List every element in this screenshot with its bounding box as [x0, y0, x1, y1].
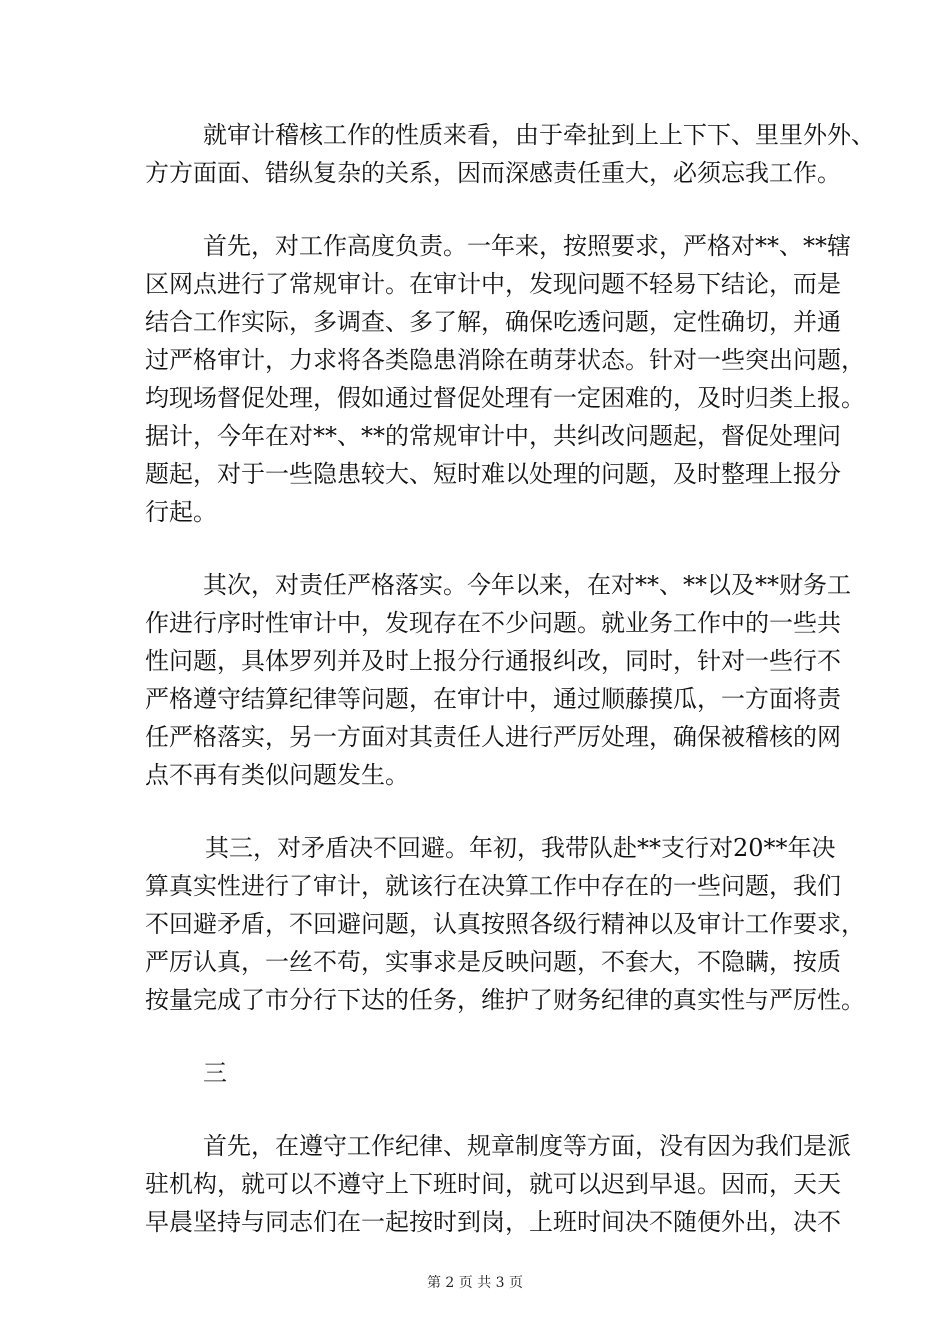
page-footer: 第 2 页 共 3 页 [426, 1275, 524, 1291]
paragraph-line: 作进行序时性审计中，发现存在不少问题。就业务工作中的一些共 [145, 609, 841, 637]
paragraph-line: 严格遵守结算纪律等问题，在审计中，通过顺藤摸瓜，一方面将责 [145, 685, 841, 713]
paragraph-line: 严厉认真，一丝不苟，实事求是反映问题，不套大，不隐瞒，按质 [145, 948, 841, 976]
paragraph-line: 首先，在遵守工作纪律、规章制度等方面，没有因为我们是派 [203, 1132, 851, 1160]
paragraph-line: 就审计稽核工作的性质来看，由于牵扯到上上下下、里里外外、 [203, 121, 875, 149]
document-body [145, 116, 875, 1241]
paragraph-line: 过严格审计，力求将各类隐患消除在萌芽状态。针对一些突出问题， [145, 346, 865, 374]
paragraph-6 [145, 1127, 851, 1241]
paragraph-3 [145, 566, 851, 794]
paragraph-line: 不回避矛盾，不回避问题，认真按照各级行精神以及审计工作要求， [145, 910, 865, 938]
paragraph-line: 结合工作实际，多调查、多了解，确保吃透问题，定性确切，并通 [145, 308, 841, 336]
paragraph-line: 算真实性进行了审计，就该行在决算工作中存在的一些问题，我们 [145, 872, 841, 900]
section-heading [145, 1054, 815, 1092]
paragraph-line: 性问题，具体罗列并及时上报分行通报纠改，同时，针对一些行不 [145, 647, 841, 675]
paragraph-4 [145, 829, 865, 1019]
paragraph-line: 区网点进行了常规审计。在审计中，发现问题不轻易下结论，而是 [145, 270, 841, 298]
paragraph-line: 行起。 [145, 498, 217, 526]
paragraph-line: 任严格落实，另一方面对其责任人进行严厉处理，确保被稽核的网 [145, 723, 841, 751]
paragraph-line: 按量完成了市分行下达的任务，维护了财务纪律的真实性与严厉性。 [145, 986, 865, 1014]
paragraph-line: 其次，对责任严格落实。今年以来，在对**、**以及**财务工 [203, 571, 851, 599]
paragraph-line: 均现场督促处理，假如通过督促处理有一定困难的，及时归类上报。 [145, 384, 865, 412]
paragraph-line: 据计，今年在对**、**的常规审计中，共纠改问题起，督促处理问 [145, 422, 841, 450]
paragraph-1 [145, 116, 875, 192]
paragraph-line: 题起，对于一些隐患较大、短时难以处理的问题，及时整理上报分 [145, 460, 841, 488]
paragraph-line: 点不再有类似问题发生。 [145, 761, 409, 789]
paragraph-line: 早晨坚持与同志们在一起按时到岗，上班时间决不随便外出，决不 [145, 1208, 841, 1236]
paragraph-line: 驻机构，就可以不遵守上下班时间，就可以迟到早退。因而，天天 [145, 1170, 841, 1198]
paragraph-line: 方方面面、错纵复杂的关系，因而深感责任重大，必须忘我工作。 [145, 159, 841, 187]
paragraph-line: 首先，对工作高度负责。一年来，按照要求，严格对**、**辖 [203, 232, 851, 260]
section-number: 三 [203, 1059, 227, 1087]
paragraph-2 [145, 227, 865, 531]
paragraph-line: 其三，对矛盾决不回避。年初，我带队赴**支行对20**年决 [205, 834, 836, 862]
